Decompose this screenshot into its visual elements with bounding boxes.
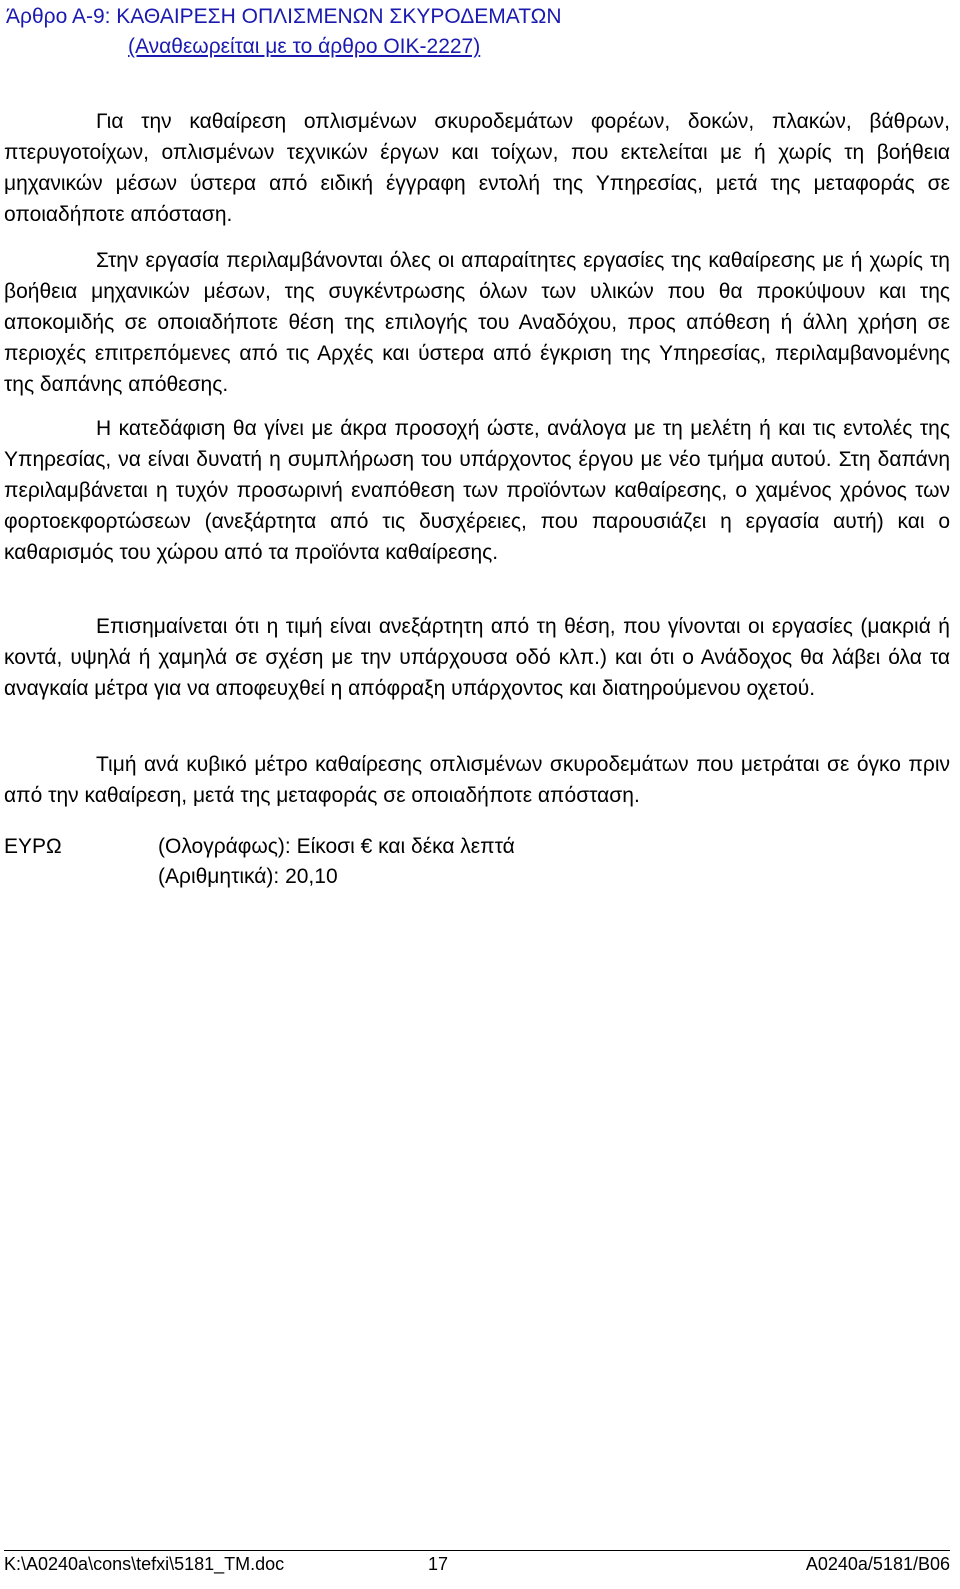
footer-divider — [4, 1550, 950, 1551]
paragraph-unit-price: Τιμή ανά κυβικό μέτρο καθαίρεσης οπλισμένων σκυροδεμάτων που μετράται σε όγκο πριν από την καθαίρεση, μετά της μεταφοράς σε οποιαδήποτε απόσταση. — [4, 753, 950, 807]
price-in-digits: (Αριθμητικά): 20,10 — [158, 865, 338, 888]
article-revision-note: (Αναθεωρείται με το άρθρο ΟΙΚ-2227) — [128, 35, 481, 58]
footer-document-code: A0240a/5181/B06 — [805, 1554, 950, 1574]
currency-label: ΕΥΡΩ — [4, 835, 62, 858]
footer-page-number: 17 — [428, 1554, 449, 1574]
paragraph-demolition-care: Η κατεδάφιση θα γίνει με άκρα προσοχή ώστε, ανάλογα με τη μελέτη ή και τις εντολές της Υπηρεσίας, να είναι δυνατή η συμπλήρωση του υπάρχοντος έργου με νέο τμήμα αυτού. Στη δαπάνη περιλαμβάνεται η τυχόν προσωρινή εναπόθεση των προϊόντων καθαίρεσης, ο χαμένος χρόνος των φορτοεκφορτώσεων (ανεξάρτητα από τις δυσχέρειες, που παρουσιάζει η εργασία αυτή) και ο καθαρισμός του χώρου από τα προϊόντα καθαίρεσης. — [4, 417, 950, 564]
paragraph-price-independence: Επισημαίνεται ότι η τιμή είναι ανεξάρτητη από τη θέση, που γίνονται οι εργασίες (μακριά ή κοντά, υψηλά ή χαμηλά σε σχέση με την υπάρχουσα οδό κλπ.) και ότι ο Ανάδοχος θα λάβει όλα τα αναγκαία μέτρα για να αποφευχθεί η απόφραξη υπάρχοντος και διατηρούμενου οχετού. — [4, 615, 950, 700]
article-title: Άρθρο Α-9: ΚΑΘΑΙΡΕΣΗ ΟΠΛΙΣΜΕΝΩΝ ΣΚΥΡΟΔΕΜΑΤΩΝ — [6, 5, 562, 28]
footer-file-path: K:\A0240a\cons\tefxi\5181_TM.doc — [4, 1554, 285, 1574]
paragraph-included-works: Στην εργασία περιλαμβάνονται όλες οι απαραίτητες εργασίες της καθαίρεσης με ή χωρίς τη βοήθεια μηχανικών μέσων, της συγκέντρωσης όλων των υλικών που θα προκύψουν και της αποκομιδής σε οποιαδήποτε θέση της επιλογής του Αναδόχου, προς απόθεση ή άλλη χρήση σε περιοχές επιτρεπόμενες από τις Αρχές και ύστερα από έγκριση της Υπηρεσίας, περιλαμβανομένης της δαπάνης απόθεσης. — [4, 249, 950, 396]
price-in-words: (Ολογράφως): Είκοσι € και δέκα λεπτά — [158, 835, 515, 858]
page-footer — [0, 1550, 960, 1580]
paragraph-scope: Για την καθαίρεση οπλισμένων σκυροδεμάτων φορέων, δοκών, πλακών, βάθρων, πτερυγοτοίχων, οπλισμένων τεχνικών έργων και τοίχων, που εκτελείται με ή χωρίς τη βοήθεια μηχανικών μέσων ύστερα από ειδική έγγραφη εντολή της Υπηρεσίας, μετά της μεταφοράς σε οποιαδήποτε απόσταση. — [4, 110, 950, 226]
